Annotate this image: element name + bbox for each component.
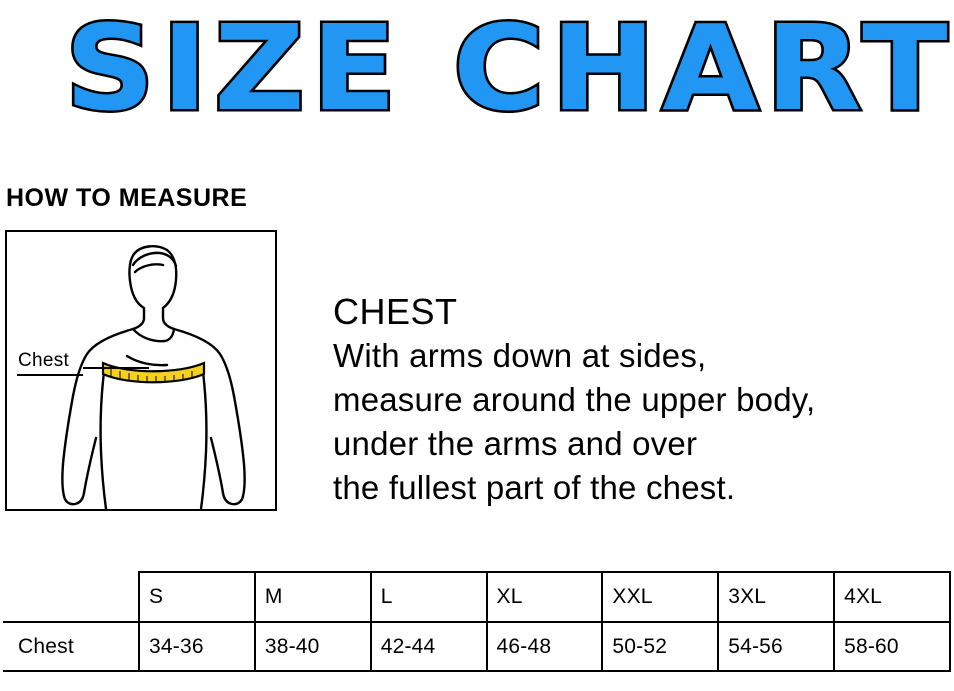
table-cell-chest-3xl: 54-56 — [718, 622, 834, 671]
description-line-1: With arms down at sides, — [333, 337, 707, 374]
table-row-header-chest: Chest — [3, 622, 139, 671]
description-line-4: the fullest part of the chest. — [333, 469, 736, 506]
description-heading: CHEST — [333, 291, 458, 332]
figure-leader-line — [83, 367, 149, 369]
table-column-header-xl: XL — [487, 572, 603, 622]
table-row — [3, 622, 950, 671]
figure-label-underline — [17, 374, 83, 376]
description-block — [333, 290, 943, 510]
table-cell-chest-4xl: 58-60 — [834, 622, 950, 671]
table-cell-chest-xl: 46-48 — [487, 622, 603, 671]
table-column-header-3xl: 3XL — [718, 572, 834, 622]
how-to-measure-heading: HOW TO MEASURE — [6, 184, 248, 212]
description-line-3: under the arms and over — [333, 425, 698, 462]
table-column-header-s: S — [139, 572, 255, 622]
table-column-header-xxl: XXL — [602, 572, 718, 622]
table-cell-chest-m: 38-40 — [255, 622, 371, 671]
figure-measure-label: Chest — [18, 350, 70, 371]
table-corner-cell — [3, 572, 139, 622]
page-title: SIZE CHART — [64, 0, 954, 137]
table-column-header-m: M — [255, 572, 371, 622]
table-cell-chest-xxl: 50-52 — [602, 622, 718, 671]
table-cell-chest-l: 42-44 — [371, 622, 487, 671]
table-header-row — [3, 572, 950, 622]
table-cell-chest-s: 34-36 — [139, 622, 255, 671]
table-column-header-l: L — [371, 572, 487, 622]
table-column-header-4xl: 4XL — [834, 572, 950, 622]
size-table — [3, 571, 951, 672]
page-title-banner — [0, 0, 954, 150]
description-line-2: measure around the upper body, — [333, 381, 816, 418]
